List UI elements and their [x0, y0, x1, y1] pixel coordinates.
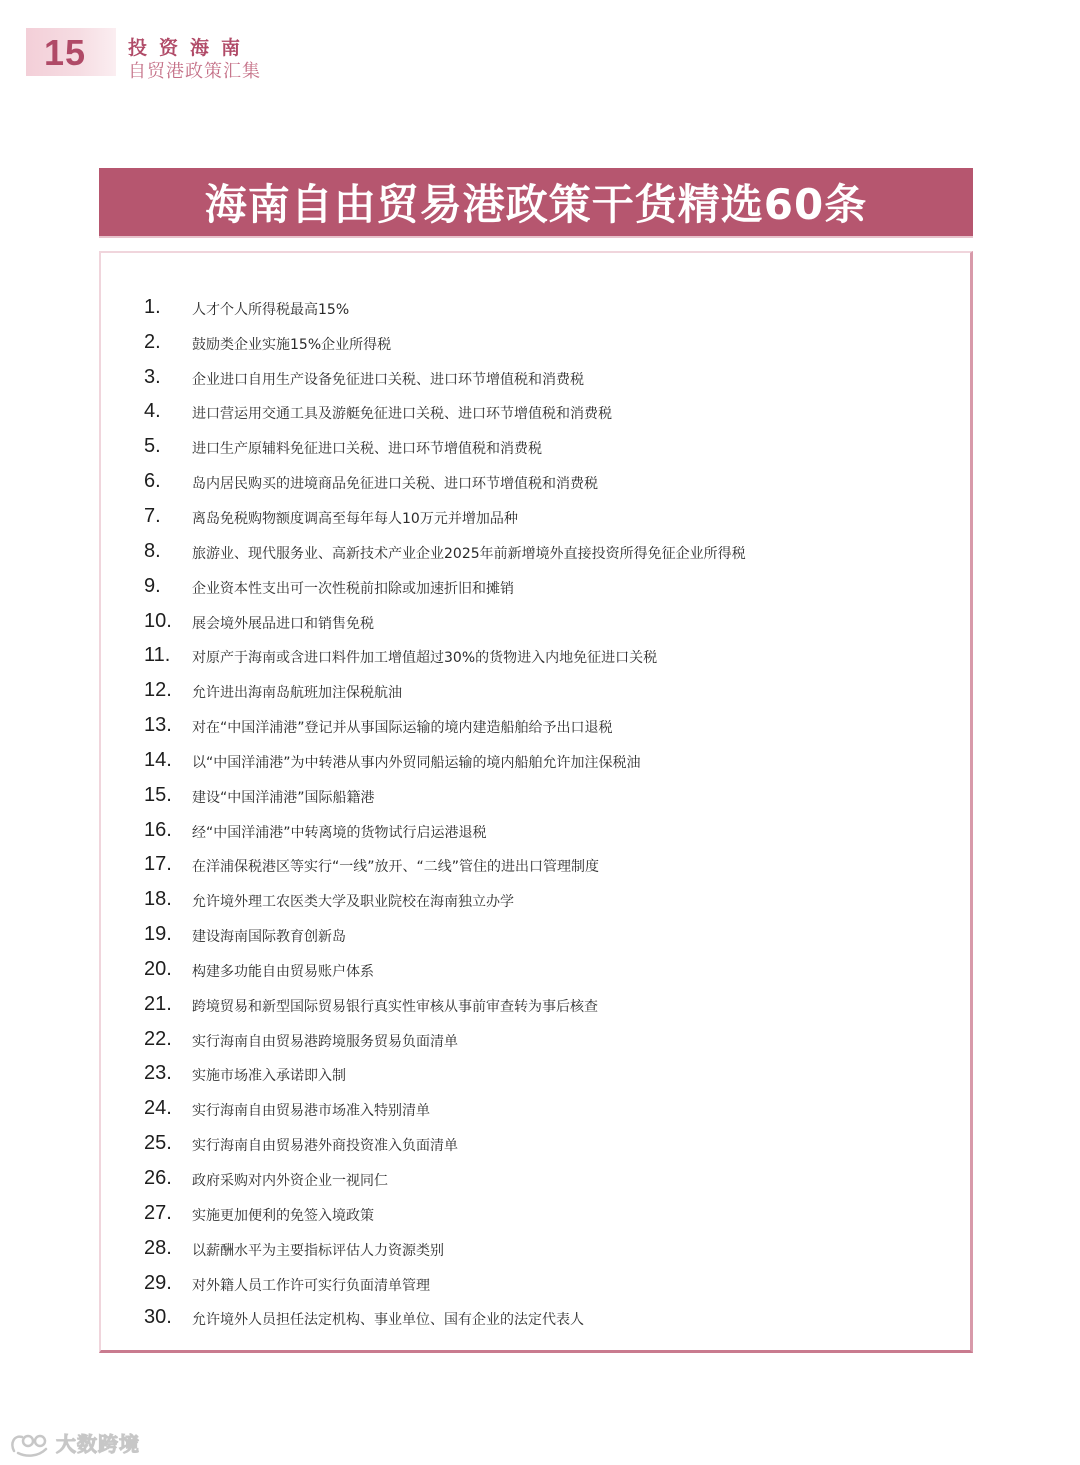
- item-text: 实行海南自由贸易港外商投资准入负面清单: [192, 1138, 458, 1155]
- policy-item: [144, 917, 746, 952]
- item-text: 建设“中国洋浦港”国际船籍港: [192, 789, 375, 806]
- brand-title: 投资海南: [128, 37, 253, 59]
- item-number: 7.: [144, 504, 161, 527]
- item-number: 24.: [144, 1097, 172, 1120]
- item-text: 在洋浦保税港区等实行“一线”放开、“二线”管住的进出口管理制度: [192, 859, 600, 876]
- item-text: 企业资本性支出可一次性税前扣除或加速折旧和摊销: [192, 580, 514, 597]
- policy-item: [144, 499, 746, 534]
- item-text: 展会境外展品进口和销售免税: [192, 615, 374, 632]
- policy-item: [144, 395, 746, 430]
- item-number: 28.: [144, 1236, 172, 1259]
- item-number: 11.: [144, 644, 171, 667]
- item-number: 22.: [144, 1027, 172, 1050]
- policy-item: [144, 1266, 746, 1301]
- title-banner: [99, 168, 973, 236]
- item-text: 允许进出海南岛航班加注保税航油: [192, 685, 402, 702]
- item-text: 构建多功能自由贸易账户体系: [192, 963, 374, 980]
- policy-item: [144, 1196, 746, 1231]
- item-number: 3.: [144, 365, 161, 388]
- item-number: 16.: [144, 818, 172, 841]
- policy-item: [144, 813, 746, 848]
- item-text: 建设海南国际教育创新岛: [192, 929, 346, 946]
- policy-item: [144, 1161, 746, 1196]
- item-text: 实施市场准入承诺即入制: [192, 1068, 346, 1085]
- page-number: 15: [44, 32, 87, 73]
- policy-item: [144, 743, 746, 778]
- policy-item: [144, 1022, 746, 1057]
- policy-item: [144, 429, 746, 464]
- item-text: 以薪酬水平为主要指标评估人力资源类别: [192, 1242, 444, 1259]
- policy-item: [144, 1057, 746, 1092]
- policy-item: [144, 1091, 746, 1126]
- item-number: 13.: [144, 714, 172, 737]
- item-text: 企业进口自用生产设备免征进口关税、进口环节增值税和消费税: [192, 371, 584, 388]
- item-text: 以“中国洋浦港”为中转港从事内外贸同船运输的境内船舶允许加注保税油: [192, 754, 641, 771]
- item-text: 进口生产原辅料免征进口关税、进口环节增值税和消费税: [192, 441, 542, 458]
- policy-item: [144, 1231, 746, 1266]
- item-text: 实行海南自由贸易港市场准入特别清单: [192, 1103, 430, 1120]
- policy-item: [144, 604, 746, 639]
- item-number: 9.: [144, 574, 161, 597]
- item-number: 23.: [144, 1062, 172, 1085]
- policy-item: [144, 673, 746, 708]
- item-number: 29.: [144, 1271, 172, 1294]
- item-number: 5.: [144, 435, 161, 458]
- item-number: 19.: [144, 923, 172, 946]
- policy-list: [144, 290, 746, 1335]
- item-text: 人才个人所得税最高15%: [192, 301, 350, 318]
- item-number: 15.: [144, 783, 172, 806]
- policy-item: [144, 778, 746, 813]
- item-text: 旅游业、现代服务业、高新技术产业企业2025年前新增境外直接投资所得免征企业所得税: [192, 545, 746, 562]
- item-text: 对原产于海南或含进口料件加工增值超过30%的货物进入内地免征进口关税: [192, 650, 658, 667]
- page-title: 海南自由贸易港政策干货精选60条: [204, 180, 868, 229]
- policy-item: [144, 325, 746, 360]
- item-text: 离岛免税购物额度调高至每年每人10万元并增加品种: [192, 510, 518, 527]
- policy-item: [144, 848, 746, 883]
- item-text: 实施更加便利的免签入境政策: [192, 1207, 374, 1224]
- policy-item: [144, 708, 746, 743]
- policy-item: [144, 360, 746, 395]
- brand-subtitle: 自贸港政策汇集: [128, 61, 261, 82]
- item-text: 实行海南自由贸易港跨境服务贸易负面清单: [192, 1033, 458, 1050]
- item-text: 对外籍人员工作许可实行负面清单管理: [192, 1277, 430, 1294]
- item-text: 跨境贸易和新型国际贸易银行真实性审核从事前审查转为事后核查: [192, 998, 598, 1015]
- item-text: 政府采购对内外资企业一视同仁: [192, 1173, 388, 1190]
- item-number: 12.: [144, 679, 172, 702]
- item-text: 对在“中国洋浦港”登记并从事国际运输的境内建造船舶给予出口退税: [192, 720, 613, 737]
- item-number: 4.: [144, 400, 161, 423]
- item-number: 6.: [144, 470, 161, 493]
- policy-item: [144, 1300, 746, 1335]
- policy-item: [144, 290, 746, 325]
- item-number: 10.: [144, 609, 172, 632]
- item-number: 18.: [144, 888, 172, 911]
- item-number: 8.: [144, 539, 161, 562]
- item-number: 14.: [144, 748, 172, 771]
- item-number: 20.: [144, 957, 172, 980]
- policy-item: [144, 464, 746, 499]
- watermark-text: 大数跨境: [56, 1432, 140, 1456]
- policy-item: [144, 534, 746, 569]
- policy-item: [144, 987, 746, 1022]
- item-number: 17.: [144, 853, 172, 876]
- item-number: 30.: [144, 1306, 172, 1329]
- item-number: 2.: [144, 330, 161, 353]
- item-text: 进口营运用交通工具及游艇免征进口关税、进口环节增值税和消费税: [192, 406, 612, 423]
- item-number: 25.: [144, 1132, 172, 1155]
- policy-item: [144, 952, 746, 987]
- item-number: 1.: [144, 295, 161, 318]
- item-number: 27.: [144, 1201, 172, 1224]
- item-text: 允许境外人员担任法定机构、事业单位、国有企业的法定代表人: [192, 1312, 584, 1329]
- item-number: 21.: [144, 992, 172, 1015]
- brand-logo-icon: [8, 1429, 50, 1457]
- policy-item: [144, 882, 746, 917]
- item-text: 岛内居民购买的进境商品免征进口关税、进口环节增值税和消费税: [192, 476, 598, 493]
- watermark: [8, 1428, 140, 1457]
- policy-item: [144, 638, 746, 673]
- item-text: 允许境外理工农医类大学及职业院校在海南独立办学: [192, 894, 514, 911]
- item-text: 经“中国洋浦港”中转离境的货物试行启运港退税: [192, 824, 487, 841]
- item-number: 26.: [144, 1167, 172, 1190]
- policy-item: [144, 569, 746, 604]
- policy-item: [144, 1126, 746, 1161]
- item-text: 鼓励类企业实施15%企业所得税: [192, 336, 392, 353]
